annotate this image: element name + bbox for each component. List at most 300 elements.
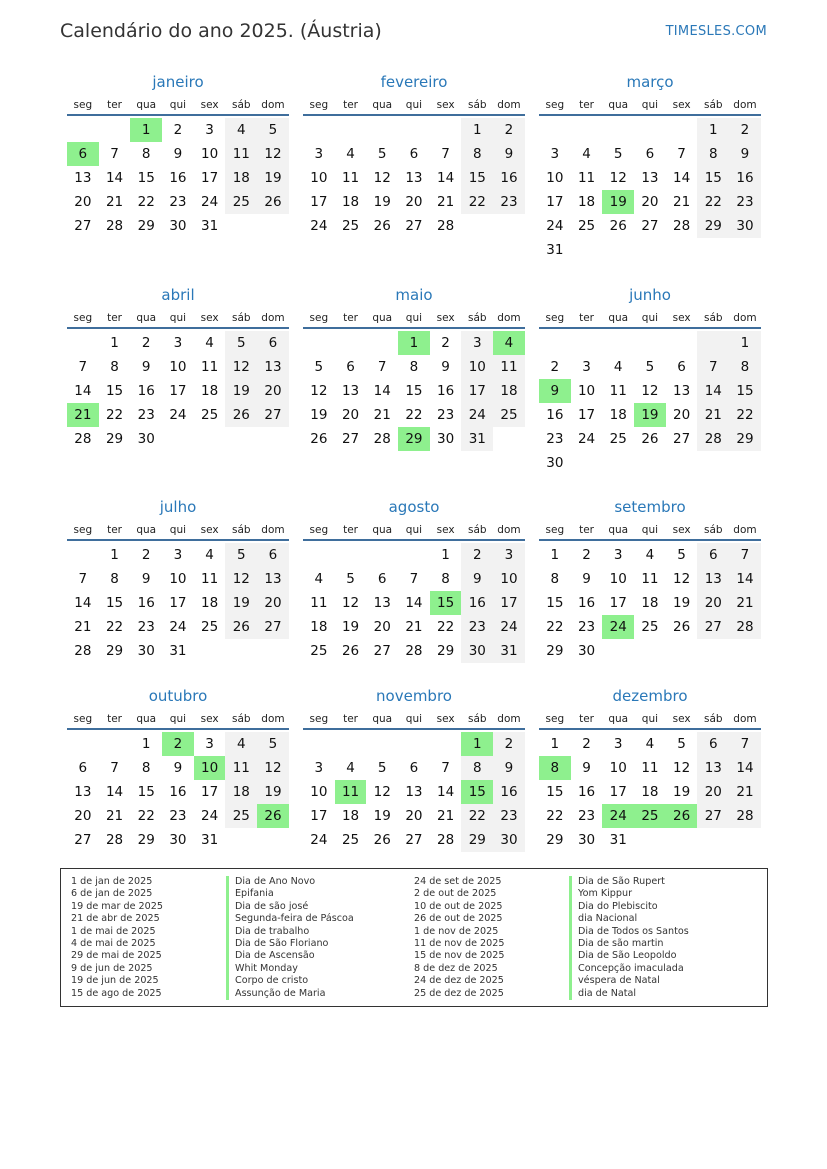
legend-date: 11 de nov de 2025 (414, 938, 505, 950)
legend-holiday-name: Yom Kippur (578, 888, 633, 900)
day-cell: 24 (461, 403, 493, 427)
day-cell: 15 (729, 379, 761, 403)
month-outubro (67, 686, 289, 875)
day-cell: 3 (205, 122, 214, 138)
day-cell: 15 (546, 595, 564, 611)
day-cell: 31 (169, 643, 187, 659)
empty-cell (539, 331, 571, 355)
day-cell: 11 (577, 170, 596, 186)
day-cell: 15 (137, 784, 155, 800)
empty-cell (571, 331, 603, 355)
day-cell: 18 (493, 379, 525, 403)
day-cell: 22 (546, 808, 564, 824)
weekday-label: seg (545, 99, 565, 111)
day-cell: 29 (137, 218, 155, 234)
weekday-label: dom (497, 713, 521, 725)
day-cell: 25 (577, 218, 596, 234)
day-cell: 17 (546, 194, 564, 210)
holiday-day: 6 (67, 142, 99, 166)
day-cell: 9 (173, 760, 183, 776)
empty-cell (430, 732, 462, 756)
day-cell: 13 (641, 170, 659, 186)
day-grid (539, 543, 761, 663)
day-cell: 4 (613, 359, 623, 375)
empty-cell (634, 331, 666, 355)
day-cell: 28 (74, 643, 92, 659)
day-cell: 21 (697, 403, 729, 427)
day-cell: 8 (729, 355, 761, 379)
day-cell: 2 (141, 335, 151, 351)
day-cell: 31 (546, 242, 564, 258)
day-cell: 24 (310, 218, 328, 234)
weekday-label: qui (405, 312, 423, 324)
day-cell: 1 (110, 335, 119, 351)
legend-holiday-name: Dia de são martin (578, 938, 664, 950)
day-cell: 19 (257, 780, 289, 804)
weekday-label: qua (136, 524, 157, 536)
legend-holiday-name: véspera de Natal (578, 975, 660, 987)
weekday-label: dom (733, 99, 757, 111)
weekday-label: qui (641, 99, 659, 111)
day-cell: 6 (346, 359, 355, 375)
day-cell: 7 (78, 571, 88, 587)
day-cell: 23 (577, 619, 596, 635)
holiday-day: 15 (430, 591, 462, 615)
weekday-label: qui (169, 713, 187, 725)
day-cell: 11 (341, 170, 360, 186)
day-cell: 5 (225, 543, 257, 567)
day-cell: 17 (493, 591, 525, 615)
day-cell: 28 (729, 804, 761, 828)
day-cell: 15 (461, 166, 493, 190)
weekday-label: ter (107, 524, 122, 536)
empty-cell (634, 118, 666, 142)
day-cell: 3 (613, 547, 623, 563)
empty-cell (366, 732, 398, 756)
day-cell: 27 (74, 832, 92, 848)
day-cell: 10 (169, 571, 187, 587)
day-cell: 30 (169, 832, 187, 848)
day-cell: 18 (577, 194, 596, 210)
legend-date: 26 de out de 2025 (414, 913, 503, 925)
legend-holiday-name: Whit Monday (235, 962, 298, 974)
day-cell: 29 (546, 643, 564, 659)
day-cell: 2 (582, 547, 591, 563)
month-janeiro (67, 72, 289, 285)
brand-link[interactable]: TIMESLES.COM (665, 24, 767, 39)
legend-holiday-name: Dia de São Floriano (235, 938, 329, 950)
weekday-label: qua (136, 713, 157, 725)
month-setembro (539, 497, 761, 686)
weekday-label: dom (261, 713, 285, 725)
holiday-day: 24 (602, 804, 634, 828)
day-cell: 19 (310, 407, 328, 423)
day-cell: 4 (205, 547, 214, 563)
weekday-label: sex (436, 312, 455, 324)
day-cell: 29 (105, 643, 124, 659)
day-cell: 23 (169, 194, 187, 210)
legend-dates-left (71, 876, 226, 1000)
day-cell: 22 (461, 190, 493, 214)
day-cell: 14 (697, 379, 729, 403)
day-cell: 10 (546, 170, 564, 186)
legend-holiday-name: Segunda-feira de Páscoa (235, 913, 354, 925)
empty-cell (366, 543, 398, 567)
day-cell: 14 (74, 383, 92, 399)
weekday-label: qui (641, 713, 659, 725)
day-cell: 12 (225, 567, 257, 591)
legend-holiday-name: Epifania (235, 888, 274, 900)
day-cell: 6 (257, 543, 289, 567)
day-cell: 15 (105, 595, 124, 611)
day-cell: 28 (437, 832, 455, 848)
day-cell: 26 (641, 431, 659, 447)
day-cell: 3 (461, 331, 493, 355)
day-cell: 12 (673, 571, 691, 587)
legend-date: 4 de mai de 2025 (71, 938, 156, 950)
holiday-day: 1 (461, 732, 493, 756)
weekday-label: qui (169, 524, 187, 536)
weekday-label: sex (436, 99, 455, 111)
legend-holiday-name: Dia de Ascensão (235, 950, 315, 962)
day-cell: 9 (461, 567, 493, 591)
day-cell: 30 (437, 431, 455, 447)
legend-holiday-name: Dia de São Rupert (578, 876, 665, 887)
weekday-label: qua (372, 524, 393, 536)
day-cell: 25 (310, 643, 328, 659)
weekday-label: qua (608, 312, 629, 324)
month-dezembro (539, 686, 761, 875)
empty-cell (398, 118, 430, 142)
day-cell: 28 (697, 427, 729, 451)
holiday-day: 26 (257, 804, 289, 828)
legend-date: 6 de jan de 2025 (71, 888, 153, 900)
day-cell: 21 (437, 194, 455, 210)
day-cell: 10 (201, 146, 219, 162)
day-cell: 26 (225, 403, 257, 427)
weekday-header (67, 519, 289, 541)
month-name: março (626, 73, 674, 91)
day-cell: 8 (461, 756, 493, 780)
day-cell: 30 (137, 643, 155, 659)
day-grid (303, 732, 525, 852)
weekday-label: ter (343, 312, 358, 324)
weekday-label: dom (733, 524, 757, 536)
weekday-label: qui (169, 99, 187, 111)
holiday-day: 4 (493, 331, 525, 355)
empty-cell (67, 331, 99, 355)
day-cell: 29 (137, 832, 155, 848)
day-cell: 5 (257, 118, 289, 142)
day-cell: 15 (546, 784, 564, 800)
day-cell: 21 (74, 619, 92, 635)
day-cell: 2 (550, 359, 560, 375)
day-cell: 28 (105, 832, 124, 848)
day-cell: 11 (225, 142, 257, 166)
weekday-label: seg (545, 713, 565, 725)
day-cell: 11 (493, 355, 525, 379)
day-cell: 27 (257, 615, 289, 639)
day-cell: 23 (493, 804, 525, 828)
day-cell: 21 (105, 808, 124, 824)
day-cell: 27 (673, 431, 691, 447)
day-cell: 29 (105, 431, 124, 447)
day-cell: 31 (493, 639, 525, 663)
weekday-label: seg (73, 99, 93, 111)
month-name: outubro (148, 687, 208, 705)
day-cell: 26 (257, 190, 289, 214)
day-grid (303, 118, 525, 238)
day-cell: 5 (377, 760, 387, 776)
day-cell: 19 (373, 808, 391, 824)
weekday-label: seg (545, 312, 565, 324)
day-cell: 5 (314, 359, 324, 375)
day-cell: 13 (74, 784, 92, 800)
day-cell: 21 (405, 619, 423, 635)
day-cell: 10 (609, 760, 627, 776)
day-cell: 3 (205, 736, 214, 752)
day-cell: 15 (405, 383, 423, 399)
day-cell: 8 (550, 571, 560, 587)
day-cell: 20 (74, 808, 92, 824)
day-cell: 8 (141, 760, 151, 776)
day-cell: 2 (493, 732, 525, 756)
day-cell: 12 (373, 170, 391, 186)
day-cell: 28 (437, 218, 455, 234)
day-cell: 4 (346, 760, 355, 776)
legend-date: 2 de out de 2025 (414, 888, 497, 900)
day-cell: 1 (141, 736, 151, 752)
month-name: julho (159, 498, 197, 516)
day-cell: 13 (74, 170, 92, 186)
empty-cell (67, 732, 99, 756)
weekday-label: ter (579, 99, 594, 111)
day-cell: 20 (341, 407, 360, 423)
legend-date: 15 de ago de 2025 (71, 987, 162, 999)
empty-cell (67, 543, 99, 567)
day-cell: 26 (373, 218, 391, 234)
weekday-label: sáb (703, 312, 723, 324)
day-cell: 27 (697, 615, 729, 639)
weekday-label: qua (136, 312, 157, 324)
day-cell: 7 (729, 543, 761, 567)
day-cell: 5 (225, 331, 257, 355)
day-cell: 5 (613, 146, 623, 162)
day-cell: 16 (461, 591, 493, 615)
day-cell: 13 (673, 383, 691, 399)
holiday-day: 1 (398, 331, 430, 355)
day-cell: 30 (493, 828, 525, 852)
day-cell: 9 (493, 756, 525, 780)
day-cell: 3 (173, 547, 183, 563)
day-cell: 8 (110, 359, 119, 375)
day-cell: 12 (257, 142, 289, 166)
month-name: maio (395, 286, 433, 304)
weekday-header (67, 708, 289, 730)
day-cell: 18 (310, 619, 328, 635)
weekday-label: qui (641, 524, 659, 536)
day-cell: 27 (641, 218, 659, 234)
weekday-header (303, 708, 525, 730)
day-cell: 3 (314, 146, 324, 162)
day-cell: 18 (641, 784, 659, 800)
day-cell: 8 (461, 142, 493, 166)
month-name: dezembro (612, 687, 688, 705)
day-cell: 2 (141, 547, 151, 563)
day-cell: 12 (310, 383, 328, 399)
day-cell: 21 (729, 780, 761, 804)
empty-cell (366, 331, 398, 355)
day-cell: 1 (441, 547, 450, 563)
day-cell: 2 (461, 543, 493, 567)
weekday-label: qua (608, 713, 629, 725)
day-cell: 12 (641, 383, 659, 399)
day-cell: 18 (225, 166, 257, 190)
weekday-label: qui (405, 713, 423, 725)
legend-date: 1 de nov de 2025 (414, 925, 499, 937)
weekday-label: sáb (231, 524, 251, 536)
day-cell: 3 (493, 543, 525, 567)
weekday-label: qua (608, 99, 629, 111)
day-cell: 15 (697, 166, 729, 190)
weekday-label: sex (200, 524, 219, 536)
weekday-label: ter (579, 713, 594, 725)
weekday-label: ter (579, 524, 594, 536)
day-cell: 7 (110, 146, 119, 162)
day-cell: 22 (697, 190, 729, 214)
legend-date: 19 de jun de 2025 (71, 975, 159, 987)
day-cell: 20 (257, 591, 289, 615)
day-cell: 9 (441, 359, 450, 375)
month-name: novembro (376, 687, 452, 705)
day-cell: 9 (729, 142, 761, 166)
legend-date: 15 de nov de 2025 (414, 950, 505, 962)
legend-holiday-name: dia Nacional (578, 913, 638, 925)
day-cell: 10 (609, 571, 627, 587)
day-cell: 26 (225, 615, 257, 639)
month-name: janeiro (152, 73, 204, 91)
day-cell: 30 (577, 643, 596, 659)
day-cell: 24 (310, 832, 328, 848)
day-cell: 12 (673, 760, 691, 776)
weekday-label: sex (436, 713, 455, 725)
day-cell: 25 (225, 190, 257, 214)
day-cell: 4 (205, 335, 214, 351)
weekday-header (539, 307, 761, 329)
day-cell: 19 (373, 194, 391, 210)
empty-cell (303, 732, 335, 756)
weekday-label: seg (73, 713, 93, 725)
day-cell: 14 (673, 170, 691, 186)
day-cell: 16 (493, 166, 525, 190)
weekday-label: sáb (703, 713, 723, 725)
weekday-label: qua (608, 524, 629, 536)
day-cell: 7 (697, 355, 729, 379)
day-cell: 1 (550, 547, 560, 563)
legend-holiday-name: dia de Natal (578, 987, 637, 999)
legend-date: 10 de out de 2025 (414, 900, 503, 912)
day-cell: 5 (346, 571, 355, 587)
day-cell: 20 (257, 379, 289, 403)
legend-holiday-name: Dia de são josé (235, 900, 309, 912)
day-cell: 2 (729, 118, 761, 142)
legend-date: 21 de abr de 2025 (71, 913, 160, 925)
day-cell: 9 (493, 142, 525, 166)
day-cell: 23 (546, 431, 564, 447)
day-cell: 4 (645, 547, 655, 563)
day-cell: 17 (201, 170, 219, 186)
day-cell: 25 (609, 431, 627, 447)
day-cell: 18 (341, 194, 360, 210)
day-cell: 30 (461, 639, 493, 663)
empty-cell (697, 331, 729, 355)
day-cell: 28 (373, 431, 391, 447)
weekday-label: dom (733, 312, 757, 324)
holiday-day: 21 (67, 403, 99, 427)
day-cell: 6 (645, 146, 655, 162)
day-cell: 23 (169, 808, 187, 824)
holiday-legend (60, 868, 768, 1007)
day-cell: 22 (437, 619, 455, 635)
day-cell: 29 (546, 832, 564, 848)
day-cell: 14 (729, 756, 761, 780)
weekday-label: ter (343, 713, 358, 725)
weekday-label: ter (579, 312, 594, 324)
day-cell: 13 (257, 567, 289, 591)
day-cell: 15 (137, 170, 155, 186)
day-cell: 29 (729, 427, 761, 451)
empty-cell (335, 732, 367, 756)
day-cell: 17 (310, 808, 328, 824)
day-cell: 8 (441, 571, 450, 587)
day-cell: 7 (377, 359, 387, 375)
months-grid (67, 72, 761, 875)
day-cell: 5 (377, 146, 387, 162)
weekday-label: ter (343, 524, 358, 536)
day-cell: 27 (405, 832, 423, 848)
day-cell: 8 (697, 142, 729, 166)
holiday-day: 19 (602, 190, 634, 214)
day-grid (303, 331, 525, 451)
weekday-label: qui (641, 312, 659, 324)
day-cell: 7 (441, 146, 450, 162)
day-cell: 20 (405, 194, 423, 210)
day-cell: 8 (141, 146, 151, 162)
day-cell: 6 (677, 359, 686, 375)
day-cell: 23 (493, 190, 525, 214)
day-cell: 21 (729, 591, 761, 615)
day-cell: 28 (729, 615, 761, 639)
day-cell: 14 (729, 567, 761, 591)
holiday-day: 25 (634, 804, 666, 828)
day-cell: 14 (105, 170, 124, 186)
day-grid (67, 543, 289, 663)
holiday-day: 15 (461, 780, 493, 804)
day-cell: 10 (310, 170, 328, 186)
day-cell: 2 (441, 335, 450, 351)
day-cell: 24 (577, 431, 596, 447)
day-cell: 16 (169, 784, 187, 800)
day-cell: 21 (437, 808, 455, 824)
month-name: junho (629, 286, 671, 304)
day-cell: 6 (78, 760, 88, 776)
weekday-label: sex (672, 524, 691, 536)
day-cell: 4 (645, 736, 655, 752)
day-grid (67, 118, 289, 238)
day-cell: 14 (74, 595, 92, 611)
month-julho (67, 497, 289, 686)
weekday-label: sáb (231, 713, 251, 725)
